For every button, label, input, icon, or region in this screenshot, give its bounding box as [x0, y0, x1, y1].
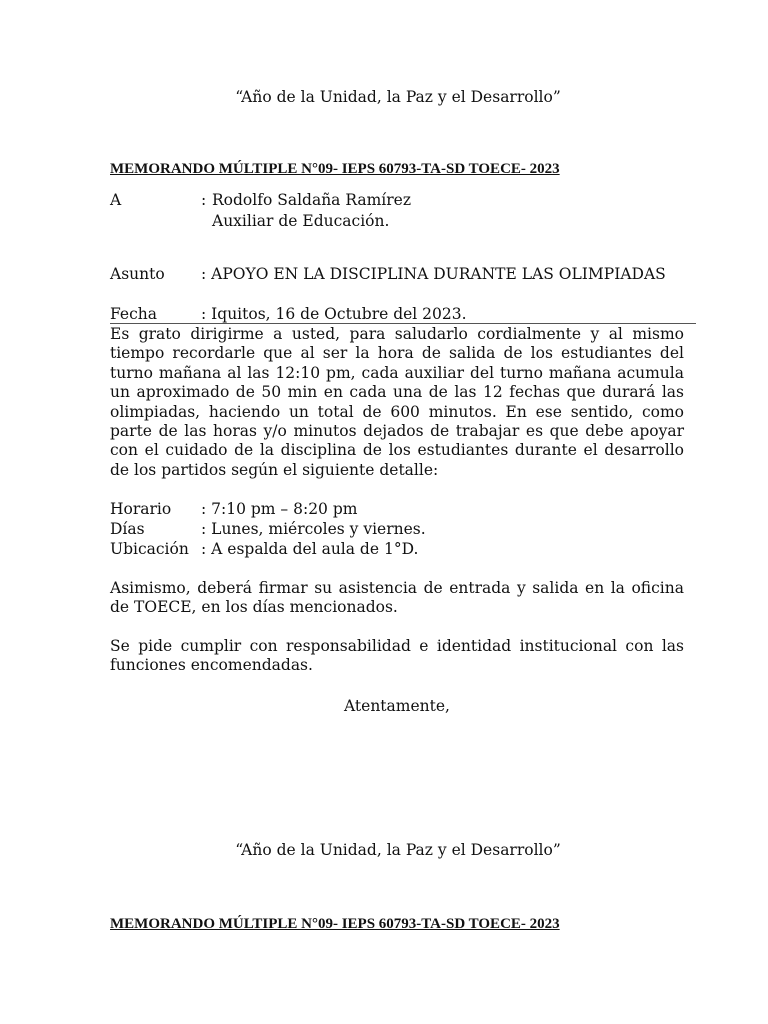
detail-label: Ubicación — [110, 540, 189, 558]
closing-salutation: Atentamente, — [344, 697, 450, 715]
detail-value: : Lunes, miércoles y viernes. — [201, 520, 426, 538]
header-divider — [110, 323, 696, 324]
recipient-name: Rodolfo Saldaña Ramírez — [212, 191, 412, 209]
recipient-position: Auxiliar de Educación. — [212, 212, 390, 230]
recipient-row — [110, 191, 411, 209]
detail-row-schedule — [110, 500, 357, 518]
year-motto: “Año de la Unidad, la Paz y el Desarrollo” — [235, 88, 561, 106]
attendance-paragraph: Asimismo, deberá firmar su asistencia de entrada y salida en la oficina de TOECE, en los días mencionados. — [110, 579, 684, 617]
detail-value: : A espalda del aula de 1°D. — [201, 540, 419, 558]
detail-label: Días — [110, 520, 145, 538]
date-row — [110, 305, 467, 323]
subject-label: Asunto — [110, 265, 165, 283]
memo-body: Es grato dirigirme a usted, para saludarlo cordialmente y al mismo tiempo recordarle que al ser la hora de salida de los estudiantes del turno mañana al las 12:10 pm, cada auxiliar del turno mañana acumula un aproximado de 50 min en cada una de las 12 fechas que durará las olimpiadas, haciendo un total de 600 minutos. En ese sentido, como parte de las horas y/o minutos dejados de trabajar es que debe apoyar con el cuidado de la disciplina de los estudiantes durante el desarrollo de los partidos según el siguiente detalle: — [110, 325, 684, 479]
recipient-label: A — [110, 191, 122, 209]
memo-title: MEMORANDO MÚLTIPLE N°09- IEPS 60793-TA-SD TOECE- 2023 — [110, 161, 560, 177]
detail-value: : 7:10 pm – 8:20 pm — [201, 500, 358, 518]
year-motto-page2: “Año de la Unidad, la Paz y el Desarrollo” — [235, 841, 561, 859]
subject-row — [110, 265, 666, 283]
detail-row-days — [110, 520, 426, 538]
detail-label: Horario — [110, 500, 172, 518]
subject-value: : APOYO EN LA DISCIPLINA DURANTE LAS OLIMPIADAS — [201, 265, 666, 283]
date-value: : Iquitos, 16 de Octubre del 2023. — [201, 305, 467, 323]
recipient-separator: : — [201, 191, 207, 209]
detail-row-location — [110, 540, 418, 558]
responsibility-paragraph: Se pide cumplir con responsabilidad e identidad institucional con las funciones encomendadas. — [110, 637, 684, 675]
memo-title-page2: MEMORANDO MÚLTIPLE N°09- IEPS 60793-TA-SD TOECE- 2023 — [110, 916, 560, 932]
date-label: Fecha — [110, 305, 157, 323]
